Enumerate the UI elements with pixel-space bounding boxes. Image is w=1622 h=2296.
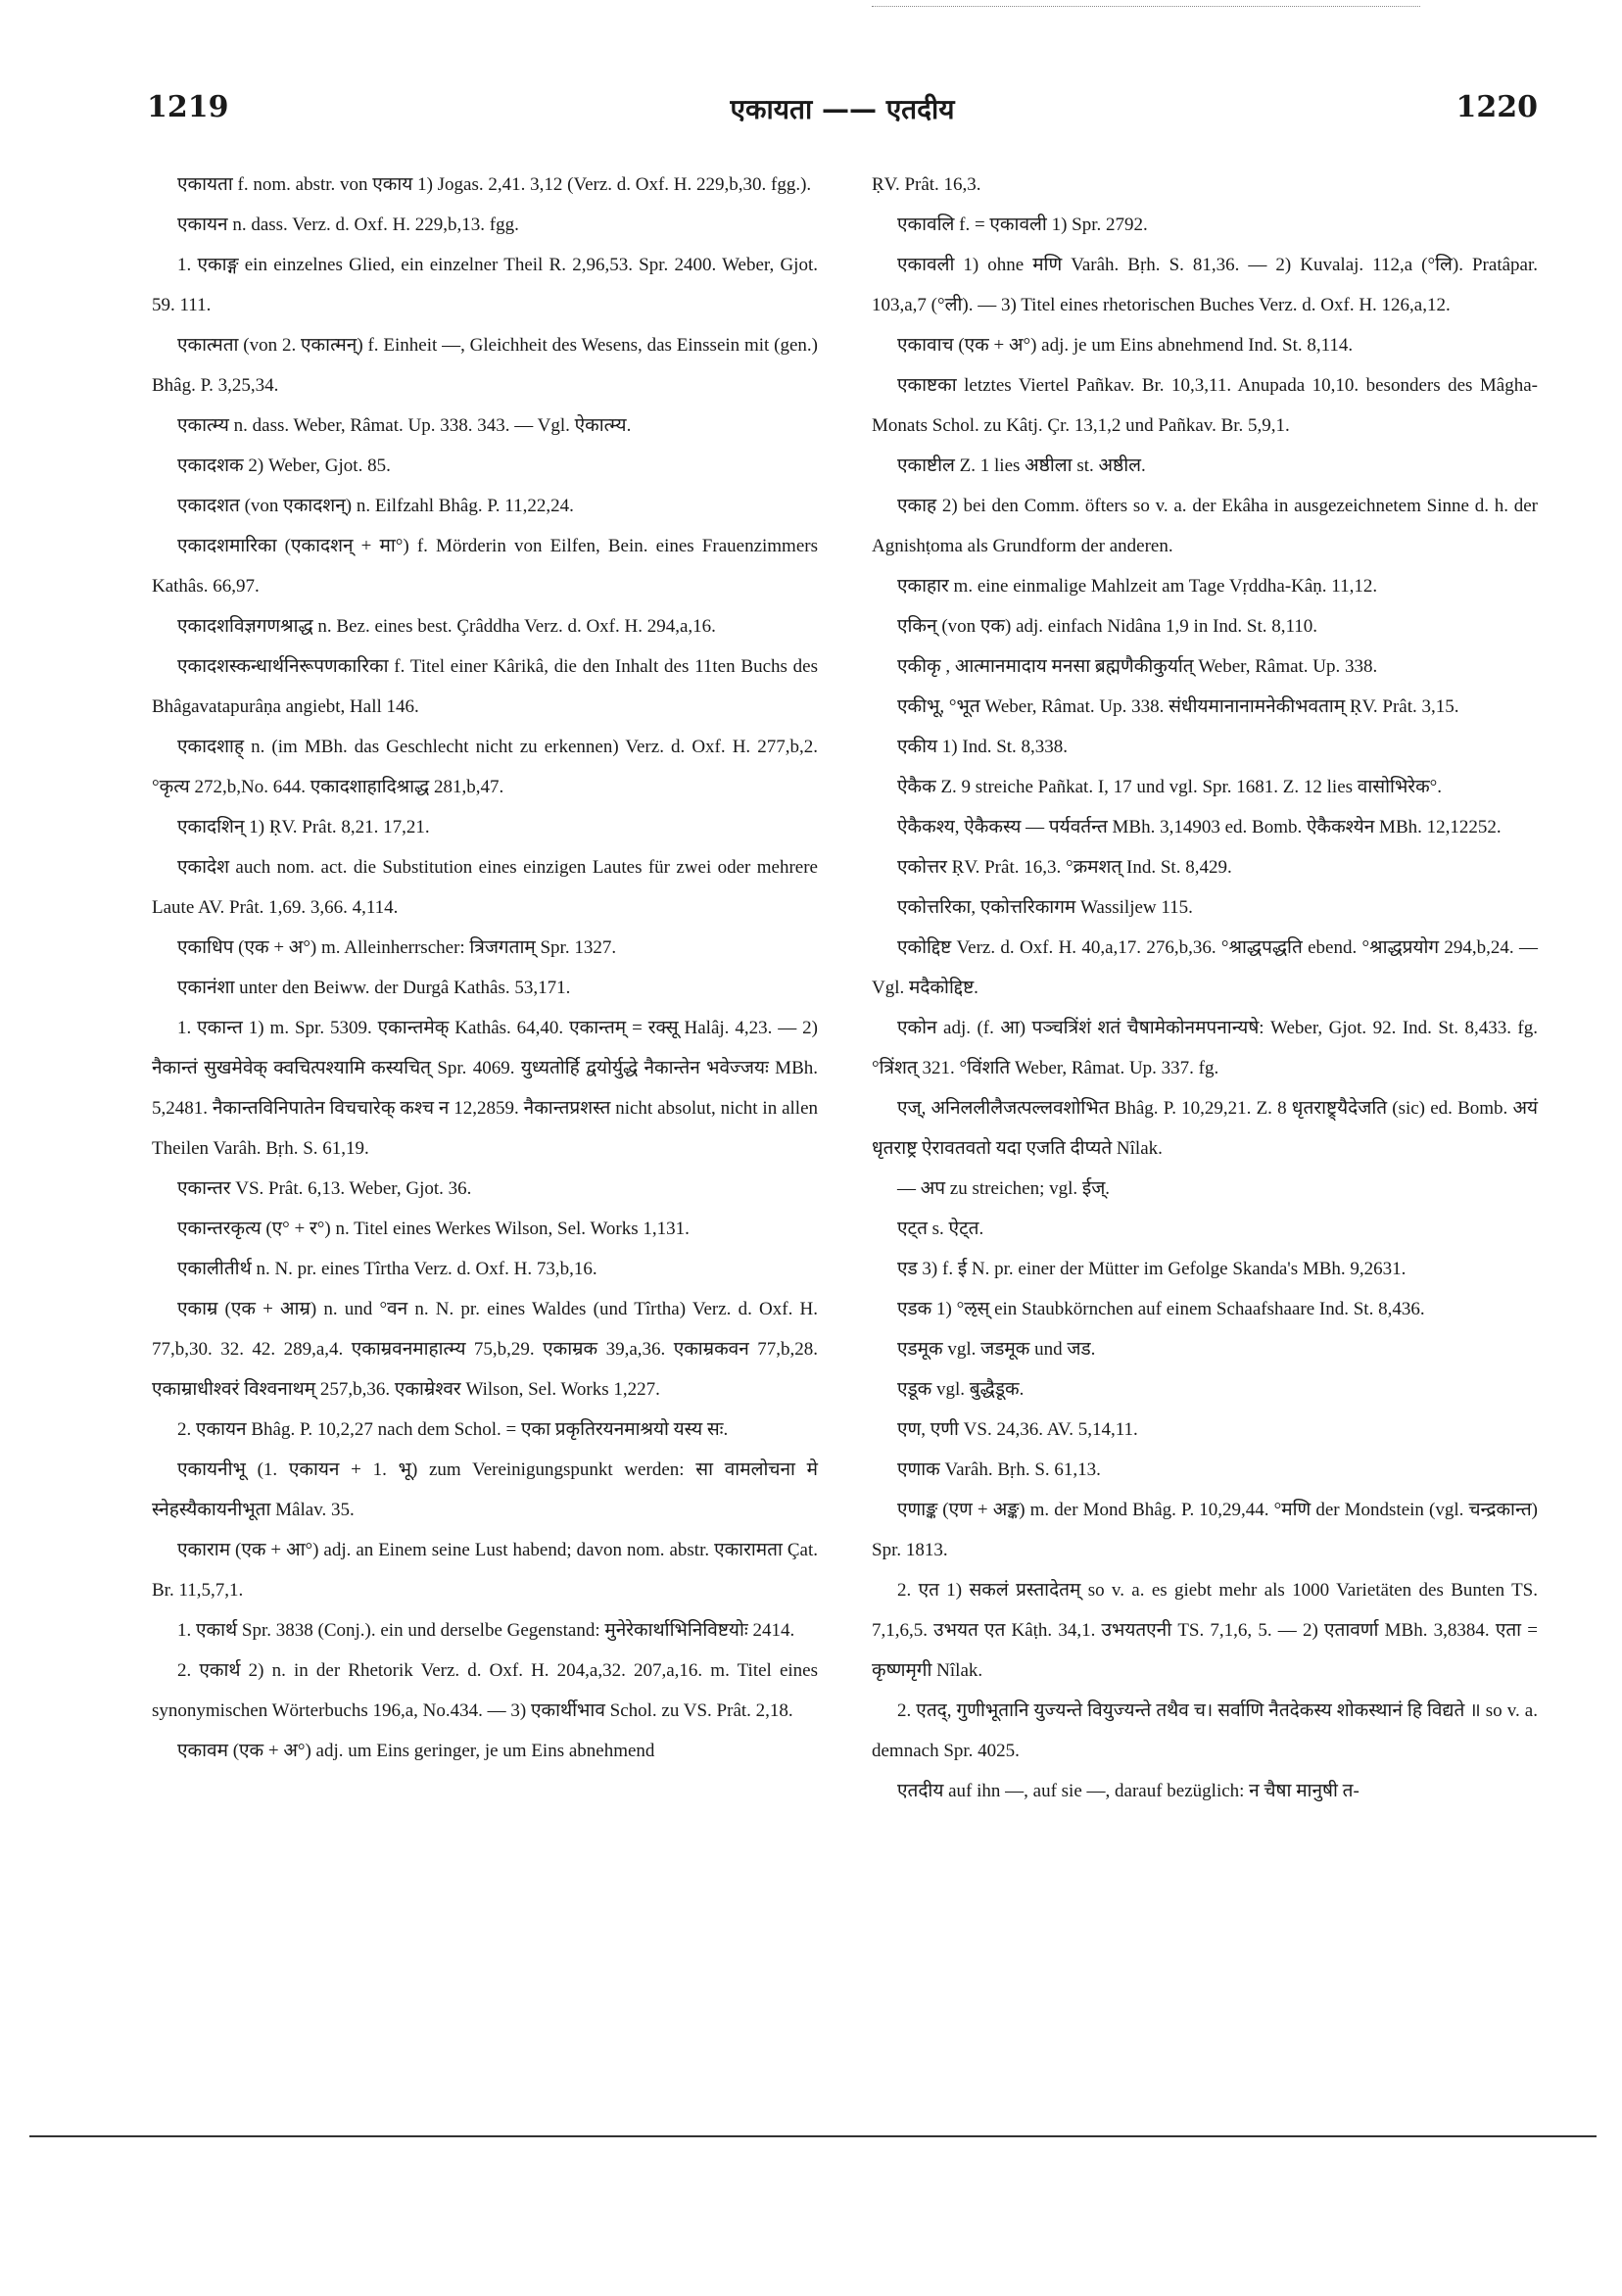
dictionary-entry: 2. एकार्थ 2) n. in der Rhetorik Verz. d. Oxf. H. 204,a,32. 207,a,16. m. Titel eines synonymischen Wörterbuchs 196,a, No.434. — 3) एकार्थीभाव Schol. zu VS. Prât. 2,18. xyxy=(152,1660,818,1721)
dictionary-entry: एकादशविज्ञगणश्राद्ध n. Bez. eines best. Çrâddha Verz. d. Oxf. H. 294,a,16. xyxy=(177,616,716,637)
dictionary-entry: एकादशाह् n. (im MBh. das Geschlecht nicht zu erkennen) Verz. d. Oxf. H. 277,b,2. °कृत्य 272,b,No. 644. एकादशाहादिश्राद्ध 281,b,47. xyxy=(152,737,818,797)
dictionary-entry: एकायन n. dass. Verz. d. Oxf. H. 229,b,13. fgg. xyxy=(177,215,519,235)
page-header xyxy=(147,90,1538,149)
dictionary-entry: ऐकैक Z. 9 streiche Pañkat. I, 17 und vgl. Spr. 1681. Z. 12 lies वासोभिरेक°. xyxy=(897,777,1443,797)
dictionary-entry: एकादशमारिका (एकादशन् + मा°) f. Mörderin von Eilfen, Bein. eines Frauenzimmers Kathâs. 66,97. xyxy=(152,536,818,597)
dictionary-entry: एकोत्तरिका, एकोत्तरिकागम Wassiljew 115. xyxy=(897,897,1193,918)
dictionary-entry: एकीकृ , आत्मानमादाय मनसा ब्रह्मणैकीकुर्यात् Weber, Râmat. Up. 338. xyxy=(897,656,1378,677)
scan-artifact-line xyxy=(872,6,1420,7)
dictionary-entry: एकाष्टका letztes Viertel Pañkav. Br. 10,3,11. Anupada 10,10. besonders des Mâgha-Monats Schol. zu Kâtj. Çr. 13,1,2 und Pañkav. Br. 5,9,1. xyxy=(872,375,1538,436)
dictionary-entry: 2. एत 1) सकलं प्रस्तादेतम् so v. a. es giebt mehr als 1000 Varietäten des Bunten TS. 7,1,6,5. उभयत एत Kâṭh. 34,1. उभयतएनी TS. 7,1,6, 5. — 2) एतावर्णा MBh. 3,8384. एता = कृष्णमृगी Nîlak. xyxy=(872,1580,1538,1681)
dictionary-entry: एकात्मता (von 2. एकात्मन्) f. Einheit —, Gleichheit des Wesens, das Einssein mit (gen.) Bhâg. P. 3,25,34. xyxy=(152,335,818,396)
dictionary-entry: एट्त s. ऐट्त. xyxy=(897,1219,984,1239)
dictionary-entry: एकावलि f. = एकावली 1) Spr. 2792. xyxy=(897,215,1148,235)
dictionary-entry: एकानंशा unter den Beiww. der Durgâ Kathâs. 53,171. xyxy=(177,978,571,998)
right-column xyxy=(872,165,1538,1811)
dictionary-entry: एकावम (एक + अ°) adj. um Eins geringer, je um Eins abnehmend xyxy=(177,1741,655,1761)
bottom-rule xyxy=(29,2135,1597,2137)
dictionary-entry: एकाहार m. eine einmalige Mahlzeit am Tage Vṛddha-Kâṇ. 11,12. xyxy=(897,576,1378,597)
page-number-left: 1219 xyxy=(147,90,229,124)
dictionary-entry: एकायता f. nom. abstr. von एकाय 1) Jogas. 2,41. 3,12 (Verz. d. Oxf. H. 229,b,30. fgg.). xyxy=(177,174,812,195)
dictionary-entry: ṚV. Prât. 16,3. xyxy=(872,174,981,195)
dictionary-entry: एकीय 1) Ind. St. 8,338. xyxy=(897,737,1069,757)
dictionary-entry: एडक 1) °ऌस् ein Staubkörnchen auf einem Schaafshaare Ind. St. 8,436. xyxy=(897,1299,1425,1319)
dictionary-entry: एकादशस्कन्धार्थनिरूपणकारिका f. Titel einer Kârikâ, die den Inhalt des 11ten Buchs des Bhâgavatapurâṇa angiebt, Hall 146. xyxy=(152,656,818,717)
dictionary-entry: एकीभू, °भूत Weber, Râmat. Up. 338. संधीयमानानामनेकीभवताम् ṚV. Prât. 3,15. xyxy=(897,696,1459,717)
dictionary-entry: एणाङ्क (एण + अङ्क) m. der Mond Bhâg. P. 10,29,44. °मणि der Mondstein (vgl. चन्द्रकान्त) Spr. 1813. xyxy=(872,1500,1538,1560)
running-head: एकायता —— एतदीय xyxy=(730,93,955,125)
dictionary-entry: एकाराम (एक + आ°) adj. an Einem seine Lust habend; davon nom. abstr. एकारामता Çat. Br. 11,5,7,1. xyxy=(152,1540,818,1601)
dictionary-entry: एतदीय auf ihn —, auf sie —, darauf bezüglich: न चैषा मानुषी त- xyxy=(897,1781,1360,1801)
dictionary-entry: एडमूक vgl. जडमूक und जड. xyxy=(897,1339,1096,1360)
dictionary-entry: एण, एणी VS. 24,36. AV. 5,14,11. xyxy=(897,1419,1138,1440)
dictionary-entry: एकादशिन् 1) ṚV. Prât. 8,21. 17,21. xyxy=(177,817,430,837)
dictionary-entry: एज्, अनिललीलैजत्पल्लवशोभित Bhâg. P. 10,29,21. Z. 8 धृतराष्ट्र्यैदेजति (sic) ed. Bomb. अयं धृतराष्ट्र ऐरावतवतो यदा एजति दीप्यते Nîlak. xyxy=(872,1098,1538,1159)
dictionary-entry: एकाम्र (एक + आम्र) n. und °वन n. N. pr. eines Waldes (und Tîrtha) Verz. d. Oxf. H. 77,b,30. 32. 42. 289,a,4. एकाम्रवनमाहात्म्य 75,b,29. एकाम्रक 39,a,36. एकाम्रकवन 77,b,28. एकाम्राधीश्वरं विश्वनाथम् 257,b,36. एकाम्रेश्वर Wilson, Sel. Works 1,227. xyxy=(152,1299,818,1400)
dictionary-entry: — अप zu streichen; vgl. ईज्. xyxy=(897,1178,1111,1199)
dictionary-entry: एकोद्दिष्ट Verz. d. Oxf. H. 40,a,17. 276,b,36. °श्राद्धपद्धति ebend. °श्राद्धप्रयोग 294,b,24. — Vgl. मदैकोद्दिष्ट. xyxy=(872,937,1538,998)
dictionary-entry: 2. एकायन Bhâg. P. 10,2,27 nach dem Schol. = एका प्रकृतिरयनमाश्रयो यस्य सः. xyxy=(177,1419,729,1440)
dictionary-entry: एकान्तरकृत्य (ए° + र°) n. Titel eines Werkes Wilson, Sel. Works 1,131. xyxy=(177,1219,690,1239)
page-number-right: 1220 xyxy=(1455,90,1538,124)
dictionary-entry: एकावाच (एक + अ°) adj. je um Eins abnehmend Ind. St. 8,114. xyxy=(897,335,1354,356)
dictionary-entry: 1. एकार्थ Spr. 3838 (Conj.). ein und derselbe Gegenstand: मुनेरेकार्थाभिनिविष्टयोः 2414. xyxy=(177,1620,795,1641)
dictionary-entry: एकान्तर VS. Prât. 6,13. Weber, Gjot. 36. xyxy=(177,1178,472,1199)
left-column xyxy=(152,165,818,1771)
dictionary-entry: एकोत्तर ṚV. Prât. 16,3. °क्रमशत् Ind. St. 8,429. xyxy=(897,857,1232,878)
dictionary-entry: एकायनीभू (1. एकायन + 1. भू) zum Vereinigungspunkt werden: सा वामलोचना मे स्नेहस्यैकायनीभूता Mâlav. 35. xyxy=(152,1459,818,1520)
dictionary-entry: एकालीतीर्थ n. N. pr. eines Tîrtha Verz. d. Oxf. H. 73,b,16. xyxy=(177,1259,597,1279)
dictionary-entry: एकादशत (von एकादशन्) n. Eilfzahl Bhâg. P. 11,22,24. xyxy=(177,496,574,516)
dictionary-entry: 2. एतद्, गुणीभूतानि युज्यन्ते वियुज्यन्ते तथैव च। सर्वाणि नैतदेकस्य शोकस्थानं हि विद्यते ॥ so v. a. demnach Spr. 4025. xyxy=(872,1700,1538,1761)
dictionary-entry: ऐकैकश्य, ऐकैकस्य — पर्यवर्तन्त MBh. 3,14903 ed. Bomb. ऐकैकश्येन MBh. 12,12252. xyxy=(897,817,1502,837)
dictionary-entry: एड 3) f. ई N. pr. einer der Mütter im Gefolge Skanda's MBh. 9,2631. xyxy=(897,1259,1407,1279)
dictionary-entry: एकाधिप (एक + अ°) m. Alleinherrscher: त्रिजगताम् Spr. 1327. xyxy=(177,937,617,958)
dictionary-entry: 1. एकान्त 1) m. Spr. 5309. एकान्तमेक् Kathâs. 64,40. एकान्तम् = रक्सू Halâj. 4,23. — 2) नैकान्तं सुखमेवेक् क्वचित्पश्यामि कस्यचित् Spr. 4069. युध्यतोर्हि द्वयोर्युद्धे नैकान्तेन भवेज्जयः MBh. 5,2481. नैकान्तविनिपातेन विचचारेक् कश्च न 12,2859. नैकान्तप्रशस्त nicht absolut, nicht in allen Theilen Varâh. Bṛh. S. 61,19. xyxy=(152,1018,818,1159)
dictionary-entry: एकोन adj. (f. आ) पञ्चत्रिंशं शतं चैषामेकोनमपनान्यषे: Weber, Gjot. 92. Ind. St. 8,433. fg. °त्रिंशत् 321. °विंशति Weber, Râmat. Up. 337. fg. xyxy=(872,1018,1538,1078)
dictionary-entry: एकाह 2) bei den Comm. öfters so v. a. der Ekâha in ausgezeichnetem Sinne d. h. der Agnishṭoma als Grundform der anderen. xyxy=(872,496,1538,556)
dictionary-entry: एडूक vgl. बुद्धैडूक. xyxy=(897,1379,1025,1400)
dictionary-entry: 1. एकाङ्ग ein einzelnes Glied, ein einzelner Theil R. 2,96,53. Spr. 2400. Weber, Gjot. 59. 111. xyxy=(152,255,818,315)
dictionary-entry: एकाष्टील Z. 1 lies अष्ठीला st. अष्ठील. xyxy=(897,455,1146,476)
dictionary-entry: एकादेश auch nom. act. die Substitution eines einzigen Lautes für zwei oder mehrere Laute AV. Prât. 1,69. 3,66. 4,114. xyxy=(152,857,818,918)
dictionary-entry: एकिन् (von एक) adj. einfach Nidâna 1,9 in Ind. St. 8,110. xyxy=(897,616,1318,637)
dictionary-entry: एणाक Varâh. Bṛh. S. 61,13. xyxy=(897,1459,1101,1480)
dictionary-entry: एकात्म्य n. dass. Weber, Râmat. Up. 338. 343. — Vgl. ऐकात्म्य. xyxy=(177,415,632,436)
dictionary-entry: एकादशक 2) Weber, Gjot. 85. xyxy=(177,455,391,476)
dictionary-entry: एकावली 1) ohne मणि Varâh. Bṛh. S. 81,36. — 2) Kuvalaj. 112,a (°लि). Pratâpar. 103,a,7 (°ली). — 3) Titel eines rhetorischen Buches Verz. d. Oxf. H. 126,a,12. xyxy=(872,255,1538,315)
